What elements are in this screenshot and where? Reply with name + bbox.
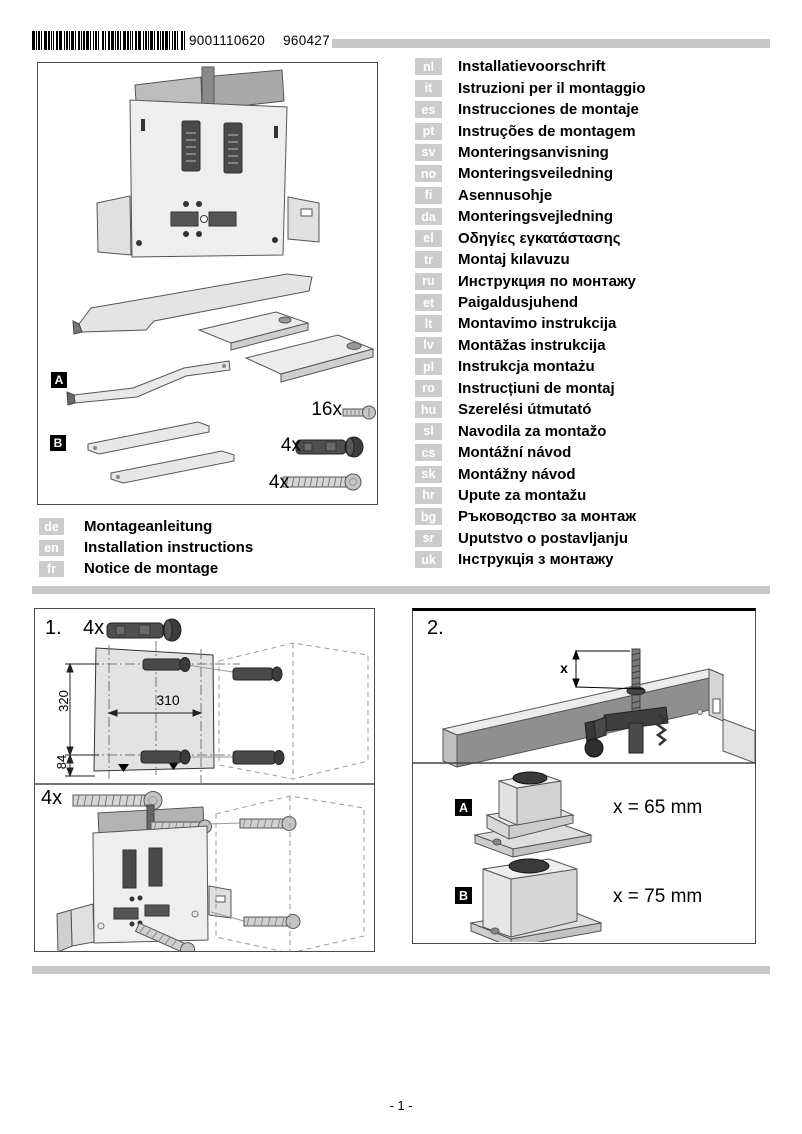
language-title: Istruzioni per il montaggio	[458, 79, 646, 97]
language-row	[415, 163, 646, 184]
top-divider-bar	[332, 39, 770, 48]
language-code-badge: hu	[415, 401, 442, 418]
language-row	[415, 270, 646, 291]
language-title: Navodila za montažo	[458, 422, 607, 440]
barcode-caption	[189, 33, 348, 48]
language-row	[415, 356, 646, 377]
language-code-badge: en	[39, 540, 64, 557]
language-title: Інструкція з монтажу	[458, 551, 614, 569]
step1-anchor-qty: 4x	[83, 617, 105, 639]
language-code-badge: sr	[415, 530, 442, 547]
parts-overview-box	[37, 62, 378, 505]
language-code-badge: ro	[415, 380, 442, 397]
step2-number: 2.	[427, 617, 444, 639]
language-code-badge: lt	[415, 315, 442, 332]
dim-310: 310	[156, 692, 180, 708]
dim-84: 84	[53, 754, 69, 770]
language-title: Monteringsveiledning	[458, 165, 614, 183]
language-row	[39, 558, 253, 579]
anchor-bolt-count: 4x	[280, 435, 301, 456]
part-a-badge: A	[51, 372, 67, 388]
language-title: Montaj kılavuzu	[458, 251, 570, 269]
language-code-badge: pt	[415, 123, 442, 140]
language-row	[415, 206, 646, 227]
language-row	[415, 399, 646, 420]
language-title: Ръководство за монтаж	[458, 508, 636, 526]
language-code-badge: uk	[415, 551, 442, 568]
x-dim-label: x	[560, 660, 568, 676]
language-row	[415, 228, 646, 249]
language-code-badge: et	[415, 294, 442, 311]
language-title: Monteringsvejledning	[458, 208, 614, 226]
step1-illustration	[35, 609, 374, 951]
language-code-badge: fr	[39, 561, 64, 578]
language-code-badge: it	[415, 80, 442, 97]
language-code-badge: no	[415, 165, 442, 182]
step1-screw-qty: 4x	[41, 787, 63, 809]
language-code-badge: es	[415, 101, 442, 118]
part-b-badge: B	[50, 435, 66, 451]
language-title: Monteringsanvisning	[458, 143, 609, 161]
language-row	[415, 292, 646, 313]
language-row	[415, 506, 646, 527]
language-row	[415, 120, 646, 141]
language-code-badge: tr	[415, 251, 442, 268]
language-row	[415, 485, 646, 506]
language-row	[415, 313, 646, 334]
anchor-bolt-icon	[296, 437, 363, 457]
language-title: Instruções de montagem	[458, 122, 636, 140]
language-title: Asennusohje	[458, 186, 553, 204]
shelf-panel-parts	[199, 312, 373, 382]
rail-parts	[88, 422, 234, 483]
page-number: - 1 -	[389, 1098, 413, 1113]
language-code-badge: nl	[415, 58, 442, 75]
variant-a-value: x = 65 mm	[613, 797, 703, 818]
step1-box	[34, 608, 375, 952]
variant-a-badge: A	[455, 799, 472, 816]
language-title: Upute za montažu	[458, 486, 587, 504]
variant-b-badge: B	[455, 887, 472, 904]
language-title: Montāžas instrukcija	[458, 336, 606, 354]
back-panel-part	[97, 100, 319, 257]
date-code: 960427	[283, 33, 330, 48]
language-title: Инструкция по монтажу	[458, 272, 636, 290]
language-code-badge: ru	[415, 273, 442, 290]
language-title: Notice de montage	[84, 560, 219, 578]
bottom-divider-bar	[32, 966, 770, 974]
language-title: Paigaldusjuhend	[458, 294, 579, 312]
language-title: Instrukcja montażu	[458, 358, 595, 376]
language-title: Montážní návod	[458, 444, 572, 462]
language-code-badge: lv	[415, 337, 442, 354]
language-row	[415, 99, 646, 120]
step2-box	[412, 608, 756, 944]
language-code-badge: sv	[415, 144, 442, 161]
language-code-badge: cs	[415, 444, 442, 461]
parts-exploded-illustration	[38, 63, 377, 504]
short-screw-icon	[343, 406, 376, 419]
hood-variant-b	[471, 859, 601, 942]
language-title: Montavimo instrukcija	[458, 315, 617, 333]
language-code-badge: pl	[415, 358, 442, 375]
language-row	[415, 185, 646, 206]
language-code-badge: el	[415, 230, 442, 247]
middle-divider-bar	[32, 586, 770, 594]
long-screw-icon	[283, 474, 361, 490]
language-title: Szerelési útmutató	[458, 401, 592, 419]
language-title: Montážny návod	[458, 465, 576, 483]
language-title: Installation instructions	[84, 539, 254, 557]
short-screw-count: 16x	[311, 399, 342, 420]
language-row	[415, 335, 646, 356]
barcode	[32, 31, 185, 50]
variant-b-value: x = 75 mm	[613, 886, 703, 907]
language-row	[415, 77, 646, 98]
step1-number: 1.	[45, 617, 62, 639]
language-code-badge: hr	[415, 487, 442, 504]
language-row	[415, 56, 646, 77]
language-title: Uputstvo o postavljanju	[458, 529, 629, 547]
language-row	[39, 516, 253, 537]
language-title: Instrucciones de montaje	[458, 101, 639, 119]
language-code-badge: bg	[415, 508, 442, 525]
language-row	[415, 249, 646, 270]
language-row	[415, 463, 646, 484]
language-title: Montageanleitung	[84, 518, 213, 536]
anchor-bolt-icon	[107, 619, 181, 641]
language-row	[415, 420, 646, 441]
language-row	[415, 528, 646, 549]
language-code-badge: da	[415, 208, 442, 225]
language-row	[39, 537, 253, 558]
language-title: Οδηγίες εγκατάστασης	[458, 229, 621, 247]
language-row	[415, 549, 646, 570]
language-row	[415, 378, 646, 399]
bent-bracket-part	[67, 361, 230, 405]
language-row	[415, 442, 646, 463]
primary-language-list	[39, 516, 253, 580]
language-code-badge: sk	[415, 466, 442, 483]
dim-320: 320	[55, 690, 71, 712]
language-code-badge: de	[39, 518, 64, 535]
hood-variant-a	[475, 772, 591, 857]
language-code-badge: fi	[415, 187, 442, 204]
rail-with-rod	[443, 649, 755, 767]
barcode-number: 9001110620	[189, 33, 266, 48]
long-screw-count: 4x	[268, 472, 289, 493]
language-title: Installatievoorschrift	[458, 58, 606, 76]
language-list	[415, 56, 646, 571]
language-title: Instrucțiuni de montaj	[458, 379, 615, 397]
language-code-badge: sl	[415, 423, 442, 440]
language-row	[415, 142, 646, 163]
